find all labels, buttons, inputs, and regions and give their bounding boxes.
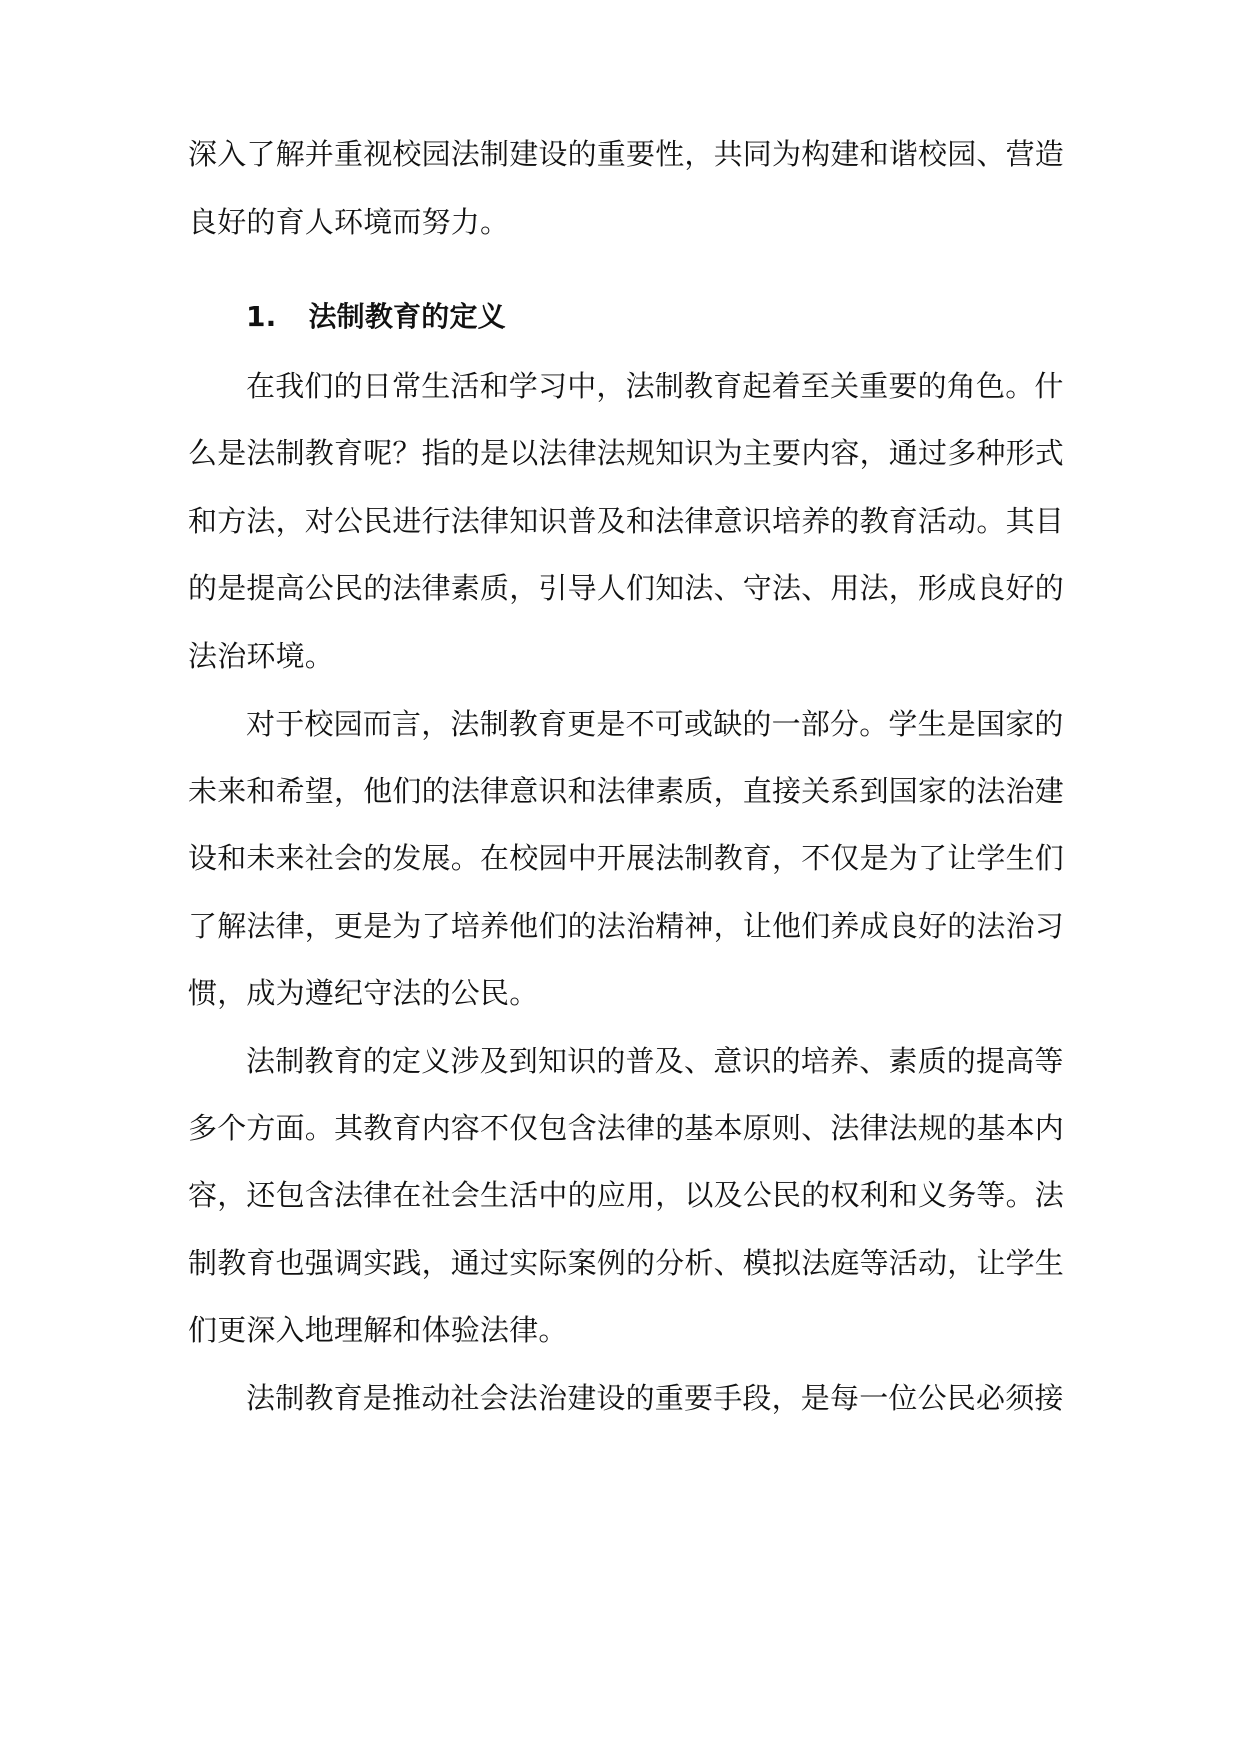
paragraph-1-line-2: 么是法制教育呢？指的是以法律法规知识为主要内容，通过多种形式 (188, 436, 1065, 470)
intro-line-1: 深入了解并重视校园法制建设的重要性，共同为构建和谐校园、营造 (188, 137, 1065, 171)
paragraph-3-line-2: 多个方面。其教育内容不仅包含法律的基本原则、法律法规的基本内 (188, 1111, 1065, 1145)
section-title: 法制教育的定义 (308, 300, 506, 333)
paragraph-3-line-4: 制教育也强调实践，通过实际案例的分析、模拟法庭等活动，让学生 (188, 1246, 1065, 1280)
paragraph-2-line-5: 惯，成为遵纪守法的公民。 (188, 976, 539, 1010)
paragraph-3-line-3: 容，还包含法律在社会生活中的应用，以及公民的权利和义务等。法 (188, 1178, 1065, 1212)
paragraph-2-line-4: 了解法律，更是为了培养他们的法治精神，让他们养成良好的法治习 (188, 909, 1065, 943)
paragraph-1-line-5: 法治环境。 (188, 639, 335, 673)
paragraph-4-line-1: 法制教育是推动社会法治建设的重要手段，是每一位公民必须接 (246, 1381, 1064, 1415)
section-heading (188, 297, 1108, 337)
paragraph-1-line-3: 和方法，对公民进行法律知识普及和法律意识培养的教育活动。其目 (188, 504, 1065, 538)
paragraph-3-line-1: 法制教育的定义涉及到知识的普及、意识的培养、素质的提高等 (246, 1044, 1064, 1078)
paragraph-1-line-4: 的是提高公民的法律素质，引导人们知法、守法、用法，形成良好的 (188, 571, 1065, 605)
intro-line-2: 良好的育人环境而努力。 (188, 205, 510, 239)
paragraph-3-line-5: 们更深入地理解和体验法律。 (188, 1313, 568, 1347)
paragraph-2-line-1: 对于校园而言，法制教育更是不可或缺的一部分。学生是国家的 (246, 707, 1064, 741)
paragraph-2-line-2: 未来和希望，他们的法律意识和法律素质，直接关系到国家的法治建 (188, 774, 1065, 808)
paragraph-2-line-3: 设和未来社会的发展。在校园中开展法制教育，不仅是为了让学生们 (188, 841, 1065, 875)
section-number: 1. (246, 300, 277, 333)
paragraph-1-line-1: 在我们的日常生活和学习中，法制教育起着至关重要的角色。什 (246, 369, 1064, 403)
